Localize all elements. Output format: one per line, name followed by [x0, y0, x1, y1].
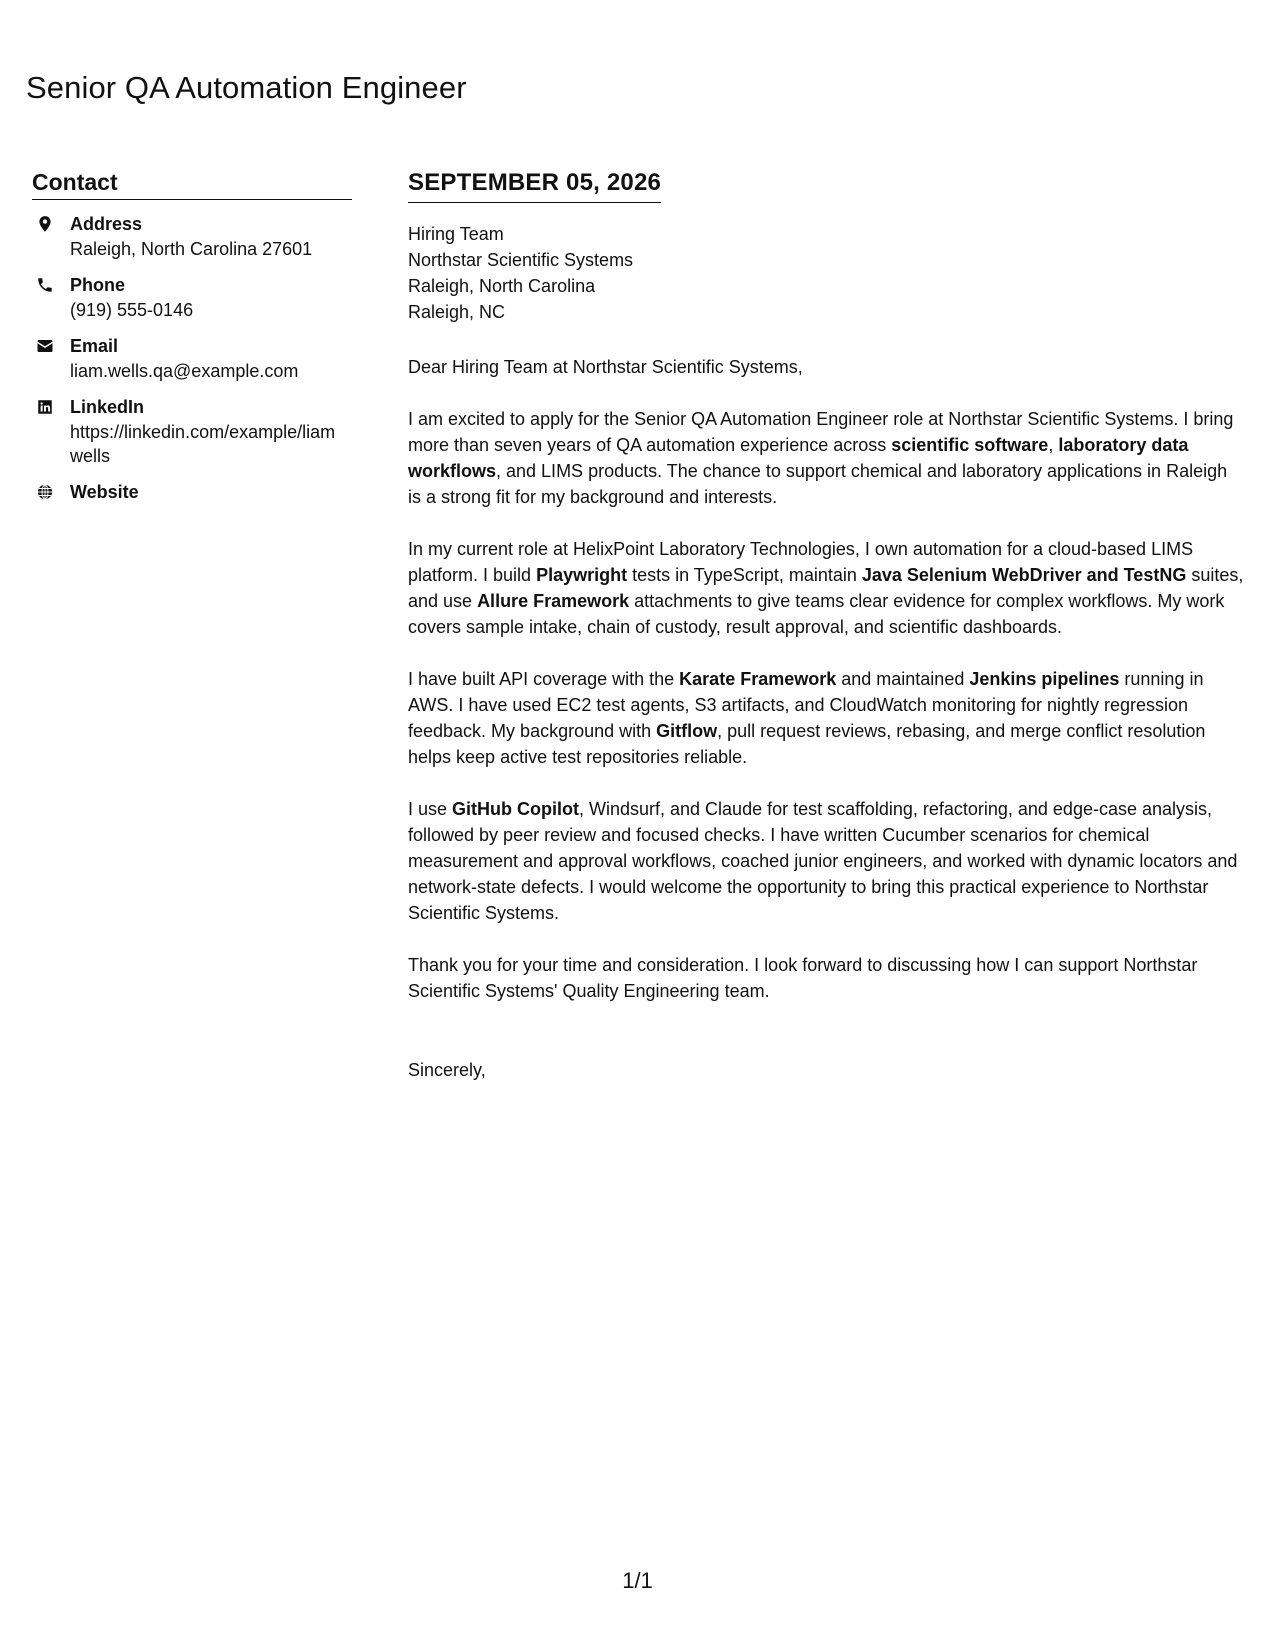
- contact-label-linkedin: LinkedIn: [70, 397, 145, 417]
- linkedin-icon: [34, 396, 56, 418]
- recipient-block: [408, 221, 1244, 325]
- contact-value-phone: (919) 555-0146: [70, 300, 194, 320]
- paragraph-text: I am excited to apply for the Senior QA Automation Engineer role at Northstar Scientific Systems. I bring more than seven years of QA automation experience across: [408, 409, 1234, 455]
- salutation: Dear Hiring Team at Northstar Scientific Systems,: [408, 357, 803, 377]
- paragraph-text: Thank you for your time and consideration. I look forward to discussing how I can support Northstar Scientific Systems' Quality Engineering team.: [408, 955, 1198, 1001]
- letter-paragraph: [408, 796, 1244, 926]
- envelope-icon: [34, 335, 56, 357]
- recipient-line: Raleigh, NC: [408, 302, 506, 322]
- contact-item-linkedin: [32, 395, 352, 468]
- cover-letter: [408, 168, 1244, 1083]
- paragraph-text: I have built API coverage with the: [408, 669, 680, 689]
- letter-paragraph: [408, 406, 1244, 510]
- paragraph-text: suites, and use: [408, 565, 1244, 611]
- paragraph-text: and maintained: [836, 669, 970, 689]
- page-title: Senior QA Automation Engineer: [26, 70, 467, 105]
- paragraph-text: running in AWS. I have used EC2 test agents, S3 artifacts, and CloudWatch monitoring for nightly regression feedback. My background with: [408, 669, 1204, 741]
- paragraph-text: attachments to give teams clear evidence for complex workflows. My work covers sample intake, chain of custody, result approval, and scientific dashboards.: [408, 591, 1225, 637]
- letter-paragraph: [408, 536, 1244, 640]
- page-number: 1/1: [622, 1568, 653, 1593]
- recipient-line: Raleigh, North Carolina: [408, 276, 596, 296]
- contact-item-address: [32, 212, 352, 261]
- globe-icon: [34, 481, 56, 503]
- phone-icon: [34, 274, 56, 296]
- map-pin-icon: [34, 213, 56, 235]
- contact-label-phone: Phone: [70, 275, 126, 295]
- contact-item-email: [32, 334, 352, 383]
- emphasized-text: Allure Framework: [477, 591, 630, 611]
- recipient-line: Hiring Team: [408, 224, 504, 244]
- emphasized-text: Karate Framework: [679, 669, 837, 689]
- paragraph-text: , and LIMS products. The chance to support chemical and laboratory applications in Raleigh is a strong fit for my background and interests.: [408, 461, 1228, 507]
- emphasized-text: Gitflow: [656, 721, 718, 741]
- paragraph-text: I use: [408, 799, 453, 819]
- contact-item-phone: [32, 273, 352, 322]
- emphasized-text: Java Selenium WebDriver and TestNG: [861, 565, 1187, 585]
- letter-paragraph: [408, 952, 1244, 1004]
- emphasized-text: GitHub Copilot: [452, 799, 579, 819]
- letter-closing: Sincerely,: [408, 1060, 486, 1080]
- contact-value-address: Raleigh, North Carolina 27601: [70, 239, 313, 259]
- emphasized-text: Playwright: [536, 565, 628, 585]
- letter-paragraph: [408, 666, 1244, 770]
- paragraph-text: , pull request reviews, rebasing, and merge conflict resolution helps keep active test repositories reliable.: [408, 721, 1206, 767]
- contact-label-website: Website: [70, 482, 139, 502]
- contact-value-linkedin[interactable]: https://linkedin.com/example/liamwells: [70, 422, 336, 466]
- paragraph-text: In my current role at HelixPoint Laboratory Technologies, I own automation for a cloud-based LIMS platform. I build: [408, 539, 1194, 585]
- paragraph-text: tests in TypeScript, maintain: [627, 565, 862, 585]
- paragraph-text: ,: [1048, 435, 1059, 455]
- recipient-line: Northstar Scientific Systems: [408, 250, 634, 270]
- letter-date: SEPTEMBER 05, 2026: [408, 168, 661, 203]
- contact-label-address: Address: [70, 214, 143, 234]
- emphasized-text: laboratory data workflows: [408, 435, 1189, 481]
- contact-item-website: [32, 480, 352, 505]
- contact-list: [32, 212, 352, 505]
- emphasized-text: scientific software: [891, 435, 1049, 455]
- contact-sidebar: [32, 168, 352, 517]
- paragraph-text: , Windsurf, and Claude for test scaffolding, refactoring, and edge-case analysis, followed by peer review and focused checks. I have written Cucumber scenarios for chemical measurement and approval workflows, coached junior engineers, and worked with dynamic locators and network-state defects. I would welcome the opportunity to bring this practical experience to Northstar Scientific Systems.: [408, 799, 1238, 923]
- emphasized-text: Jenkins pipelines: [969, 669, 1120, 689]
- letter-body: [408, 406, 1244, 1004]
- contact-heading: Contact: [32, 168, 352, 200]
- contact-label-email: Email: [70, 336, 119, 356]
- contact-value-email[interactable]: liam.wells.qa@example.com: [70, 361, 299, 381]
